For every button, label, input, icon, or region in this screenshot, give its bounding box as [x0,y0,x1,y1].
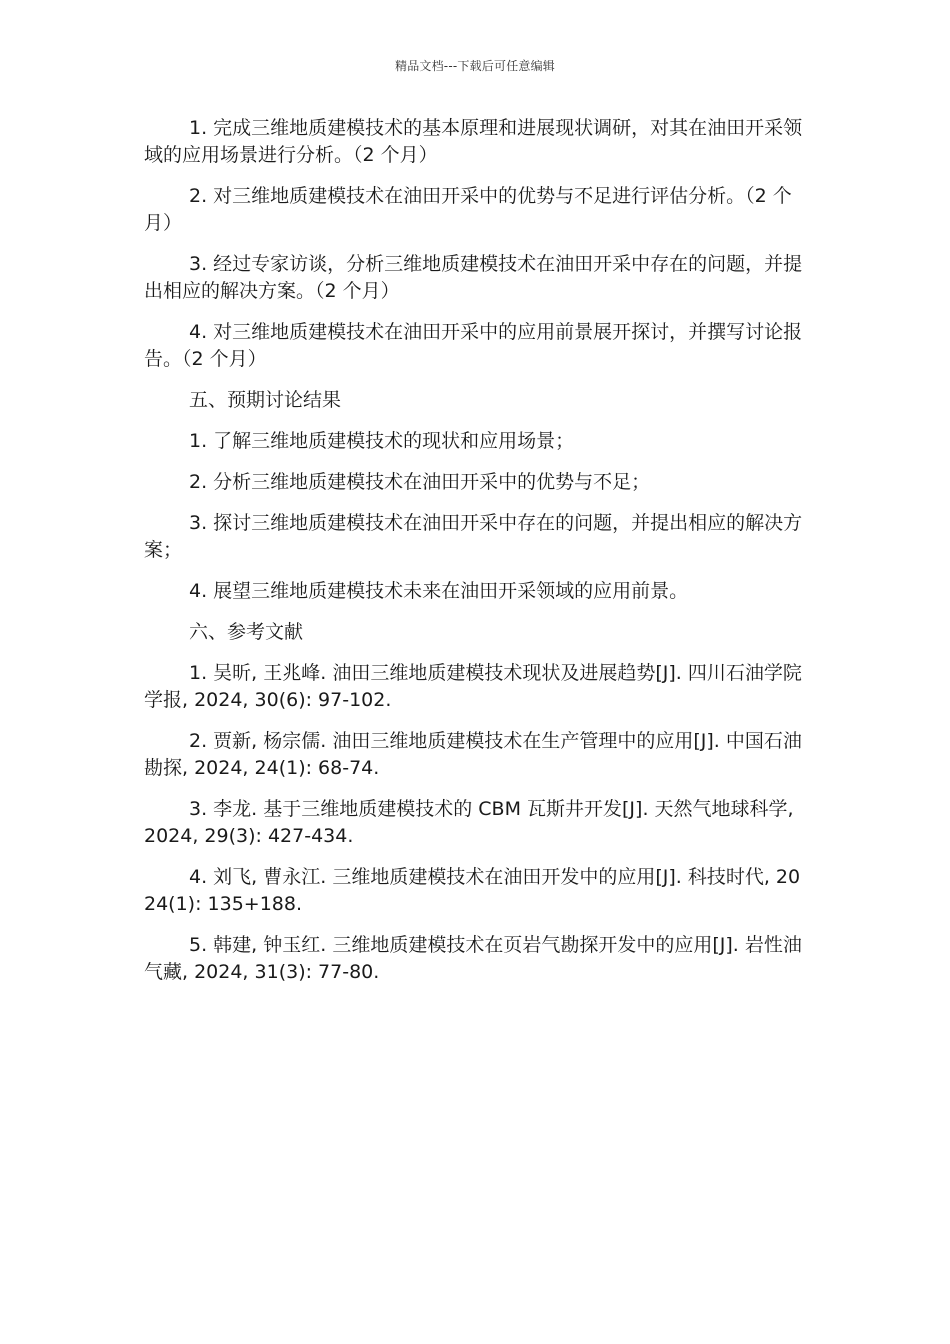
result-item-1: 1. 了解三维地质建模技术的现状和应用场景； [189,430,575,452]
page-header: 精品文档---下载后可任意编辑 [395,59,555,73]
result-item-3: 3. 探讨三维地质建模技术在油田开采中存在的问题，并提出相应的解决方案； [144,512,803,561]
plan-item-4: 4. 对三维地质建模技术在油田开采中的应用前景展开探讨，并撰写讨论报告。（2 个月） [144,321,803,370]
reference-item-1: 1. 吴昕, 王兆峰. 油田三维地质建模技术现状及进展趋势[J]. 四川石油学院学报, 2024, 30(6): 97-102. [144,662,802,711]
reference-item-3: 3. 李龙. 基于三维地质建模技术的 CBM 瓦斯井开发[J]. 天然气地球科学, 2024, 29(3): 427-434. [144,798,794,847]
reference-item-2: 2. 贾新, 杨宗儒. 油田三维地质建模技术在生产管理中的应用[J]. 中国石油勘探, 2024, 24(1): 68-74. [144,730,802,779]
plan-item-1: 1. 完成三维地质建模技术的基本原理和进展现状调研，对其在油田开采领域的应用场景进行分析。（2 个月） [144,117,803,166]
result-item-2: 2. 分析三维地质建模技术在油田开采中的优势与不足； [189,471,651,493]
document-body [144,115,808,1000]
plan-item-2: 2. 对三维地质建模技术在油田开采中的优势与不足进行评估分析。（2 个月） [144,185,792,234]
result-item-4: 4. 展望三维地质建模技术未来在油田开采领域的应用前景。 [189,580,689,602]
reference-item-4: 4. 刘飞, 曹永江. 三维地质建模技术在油田开发中的应用[J]. 科技时代, 2024(1): 135+188. [144,866,801,915]
plan-item-3: 3. 经过专家访谈，分析三维地质建模技术在油田开采中存在的问题，并提出相应的解决方案。（2 个月） [144,253,803,302]
section-heading-references: 六、参考文献 [189,621,304,643]
reference-item-5: 5. 韩建, 钟玉红. 三维地质建模技术在页岩气勘探开发中的应用[J]. 岩性油气藏, 2024, 31(3): 77-80. [144,934,802,983]
section-heading-expected-results: 五、预期讨论结果 [189,389,342,411]
